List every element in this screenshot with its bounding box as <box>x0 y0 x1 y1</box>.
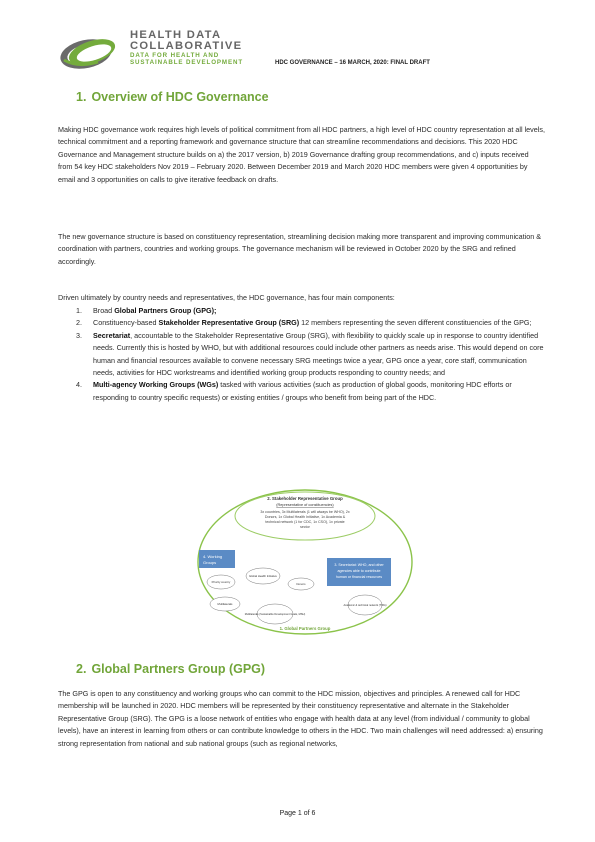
constituency-label: Global Health Initiative <box>249 574 277 578</box>
srg-line: sector <box>300 525 310 529</box>
governance-diagram <box>195 478 415 638</box>
list-text: Constituency-based <box>93 318 159 328</box>
gpg-label: 1. Global Partners Group <box>279 626 331 631</box>
logo-line-2: COLLABORATIVE <box>130 40 243 52</box>
section-2-paragraph-1: The GPG is open to any constituency and working groups who can commit to the HDC mission, objectives and principles. A renewed call for HDC membership will be launched in 2020. HDC members will be represented by their constituency representative and alternate in the Stakeholder Representative Group (SRG). The GPG is a loose network of entities who engage with health data at any level (from individual / community to global levels), have an interest in learning from others or can contribute knowledge to others in the HDC. Two main challenges will need addressed: a) ensuring strong representation from national and sub national groups (such as regional networks, <box>58 689 543 748</box>
working-groups-box <box>199 550 235 568</box>
section-1-paragraph-1: Making HDC governance work requires high levels of political commitment from all HDC partners, a high level of HDC country representation at all levels, technical commitment and a reporting framework and governance structure that can streamline recommendations and decisions. This 2020 HDC Governance and Management structure builds on a) the 2017 version, b) 2019 Governance drafting group recommendations, and c) inputs received from 54 key HDC stakeholders Nov 2019 – February 2020. Between December 2019 and March 2020 HDC members were given 4 opportunities by email and 3 opportunities on calls to give iterative feedback on drafts. <box>58 125 545 184</box>
section-1-title: Overview of HDC Governance <box>91 90 269 104</box>
srg-line: Donors, 1x Global Health Initiative, 1x Academia & <box>264 515 346 519</box>
srg-title: 2. Stakeholder Representative Group <box>267 496 343 501</box>
list-text: , accountable to the Stakeholder Representative Group (SRG), with flexibility to quickly scale up in response to country identified needs. Currently this is hosted by WHO, but with additional resources could include other partners as needs arise. This would depend on core human and financial resources available to convene necessary SRG meetings twice a year, GPG once a year, core staff, communication needs, activities for HDC workstreams and identified working group products responding to country needs; and <box>93 330 544 378</box>
section-2-heading <box>76 662 265 676</box>
list-text: 12 members representing the seven different constituencies of the GPG; <box>299 318 532 328</box>
secretariat-label: agencies able to contribute <box>337 569 381 573</box>
list-item <box>58 330 548 380</box>
section-1-paragraph-2: The new governance structure is based on constituency representation, streamlining decision making more transparent and improving communication & coordination with partners, countries and working groups. The governance mechanism will be reviewed in October 2020 by the SRG and refined accordingly. <box>58 232 542 266</box>
srg-subtitle: (Representative of constituencies) <box>276 503 334 507</box>
section-1-heading <box>76 90 269 104</box>
constituency-label: Donors <box>296 582 306 586</box>
list-number: 4. <box>76 380 82 390</box>
working-groups-label: Groups <box>203 560 217 565</box>
list-number: 2. <box>76 318 82 328</box>
section-2-number: 2. <box>76 662 87 676</box>
list-item <box>58 379 548 404</box>
logo-line-3: DATA FOR HEALTH AND <box>130 52 220 59</box>
constituency-label: Multilaterals (Sustainable Development Goals, MSH) <box>244 613 306 616</box>
working-groups-label: 4. Working <box>203 554 223 559</box>
logo-swoosh-icon <box>58 34 124 72</box>
secretariat-label: 3. Secretariat: WHO, and other <box>334 563 384 567</box>
logo-line-1: HEALTH DATA <box>130 29 222 41</box>
document-header: HDC GOVERNANCE – 16 MARCH, 2020: FINAL DRAFT <box>275 60 430 66</box>
list-bold: Global Partners Group (GPG); <box>114 306 217 315</box>
list-item <box>58 305 548 317</box>
hdc-logo <box>58 30 288 80</box>
constituency-label: Priority country <box>211 580 231 584</box>
page-number: Page 1 of 6 <box>279 810 316 817</box>
list-bold: Stakeholder Representative Group (SRG) <box>158 318 300 328</box>
secretariat-label: human or financial resources <box>335 575 383 579</box>
section-2-title: Global Partners Group (GPG) <box>91 662 266 676</box>
logo-line-4: SUSTAINABLE DEVELOPMENT <box>130 59 244 66</box>
governance-diagram-svg <box>195 478 415 638</box>
list-text: tasked with various activities (such as production of global goods, monitoring HDC efforts or responding to country specific requests) or existing entities / groups who benefit from being part of the HDC. <box>93 380 512 402</box>
list-text: Broad <box>93 306 115 315</box>
constituency-label: Academic & technical network (TWG) <box>343 604 387 607</box>
section-1-number: 1. <box>76 90 87 104</box>
section-1-paragraph-3: Driven ultimately by country needs and representatives, the HDC governance, has four main components: <box>58 293 395 302</box>
components-list <box>58 305 548 404</box>
list-bold: Multi-agency Working Groups (WGs) <box>93 380 219 390</box>
srg-line: technical network (1 for CDC, 1x CSO), 1x private <box>265 520 345 524</box>
list-number: 1. <box>76 306 82 315</box>
constituency-label: Multilaterals <box>217 602 233 606</box>
list-item <box>58 317 548 329</box>
list-number: 3. <box>76 330 82 340</box>
srg-line: 3x countries, 3x Multilaterals (1 will always be WHO), 2x <box>260 510 350 514</box>
list-bold: Secretariat <box>93 330 131 340</box>
